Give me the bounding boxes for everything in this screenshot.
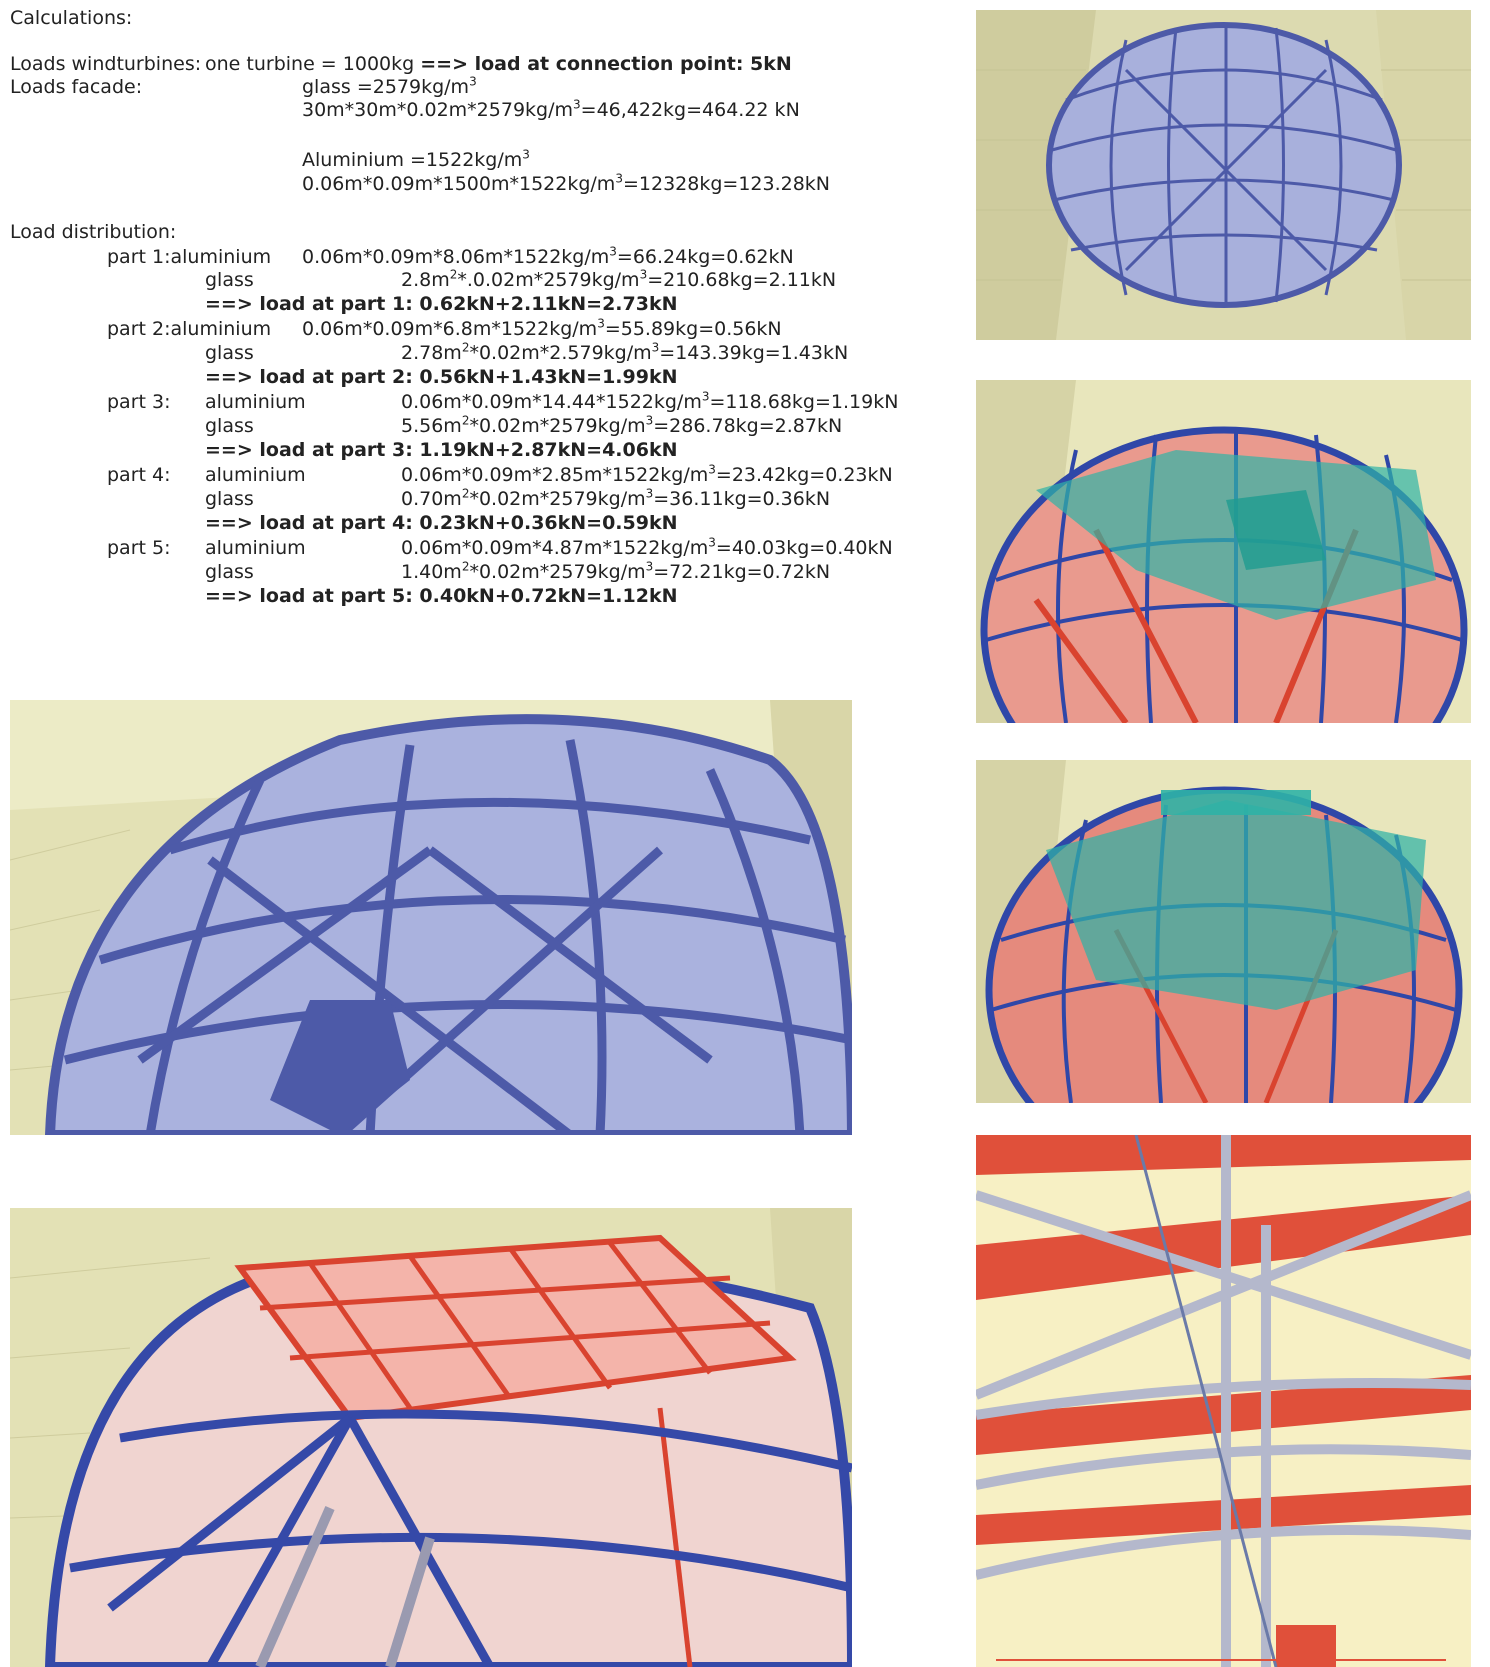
t: *0.02m*2.579kg/m: [469, 342, 652, 364]
t: 2.78m: [401, 342, 462, 364]
t: =286.78kg=2.87kN: [653, 415, 843, 437]
part2-result: ==> load at part 2: 0.56kN+1.43kN=1.99kN: [205, 366, 678, 388]
t: =210.68kg=2.11kN: [647, 269, 837, 291]
sup: 3: [573, 97, 581, 112]
sup: 3: [522, 147, 530, 162]
t: =40.03kg=0.40kN: [715, 537, 893, 559]
glass-calc: [302, 98, 800, 122]
part5-result: ==> load at part 5: 0.40kN+0.72kN=1.12kN: [205, 585, 678, 607]
sup: 2: [461, 486, 470, 501]
sup: 3: [609, 244, 617, 259]
sup: 3: [639, 267, 648, 282]
part3-alu-label: aluminium: [205, 391, 306, 413]
dome-blue-closeup-render: [10, 700, 852, 1135]
facade-label: Loads facade:: [10, 76, 143, 98]
t: 0.70m: [401, 488, 462, 510]
sup: 3: [708, 462, 716, 477]
sup: 3: [615, 171, 623, 186]
part5-label: part 5:: [107, 537, 171, 559]
t: =36.11kg=0.36kN: [653, 488, 831, 510]
glass-calc-b: =46,422kg=464.22 kN: [580, 99, 800, 121]
t: 2.8m: [401, 269, 450, 291]
dome-stress-closeup-render: [10, 1208, 852, 1667]
t: =72.21kg=0.72kN: [653, 561, 831, 583]
glass-calc-a: 30m*30m*0.02m*2579kg/m: [302, 99, 574, 121]
part1-alu: [302, 245, 794, 269]
part4-result: ==> load at part 4: 0.23kN+0.36kN=0.59kN: [205, 512, 678, 534]
sup: 2: [461, 340, 470, 355]
part4-alu: [401, 463, 893, 487]
alu-calc-a: 0.06m*0.09m*1500m*1522kg/m: [302, 173, 616, 195]
t: *.0.02m*2579kg/m: [457, 269, 640, 291]
alu-calc-b: =12328kg=123.28kN: [622, 173, 831, 195]
t: 0.06m*0.09m*2.85m*1522kg/m: [401, 464, 709, 486]
part1-label: part 1:aluminium: [107, 246, 272, 268]
t: 0.06m*0.09m*4.87m*1522kg/m: [401, 537, 709, 559]
t: 0.06m*0.09m*14.44*1522kg/m: [401, 391, 702, 413]
dome-blue-overview-render: [976, 10, 1471, 340]
heading: Calculations:: [10, 7, 133, 29]
part1-result: ==> load at part 1: 0.62kN+2.11kN=2.73kN: [205, 293, 678, 315]
wind-line: [205, 52, 792, 76]
sup: 3: [708, 535, 716, 550]
glass-density: [302, 75, 477, 99]
part3-alu: [401, 390, 898, 414]
wind-text: one turbine = 1000kg: [205, 53, 421, 75]
part2-label: part 2:aluminium: [107, 318, 272, 340]
alu-calc: [302, 172, 830, 196]
wind-result: ==> load at connection point: 5kN: [420, 53, 792, 75]
part1-glass: [401, 268, 836, 292]
glass-density-text: glass =2579kg/m: [302, 76, 470, 98]
sup: 3: [597, 316, 605, 331]
t: *0.02m*2579kg/m: [469, 561, 646, 583]
part2-alu: [302, 317, 782, 341]
distribution-label: Load distribution:: [10, 221, 177, 243]
part4-glass-label: glass: [205, 488, 254, 510]
part3-glass-label: glass: [205, 415, 254, 437]
t: =118.68kg=1.19kN: [709, 391, 899, 413]
t: *0.02m*2579kg/m: [469, 415, 646, 437]
sup: 2: [461, 413, 470, 428]
sup: 3: [645, 413, 654, 428]
sup: 2: [461, 559, 470, 574]
part1-glass-label: glass: [205, 269, 254, 291]
part4-glass: [401, 487, 830, 511]
sup: 3: [651, 340, 660, 355]
t: 0.06m*0.09m*8.06m*1522kg/m: [302, 246, 610, 268]
sup: 3: [469, 74, 477, 89]
dome-stress-render-2: [976, 760, 1471, 1103]
connection-detail-render: [976, 1135, 1471, 1667]
t: 0.06m*0.09m*6.8m*1522kg/m: [302, 318, 598, 340]
part2-glass: [401, 341, 848, 365]
part4-label: part 4:: [107, 464, 171, 486]
part3-glass: [401, 414, 842, 438]
t: =55.89kg=0.56kN: [604, 318, 782, 340]
part5-glass: [401, 560, 830, 584]
t: *0.02m*2579kg/m: [469, 488, 646, 510]
part3-label: part 3:: [107, 391, 171, 413]
wind-label: Loads windturbines:: [10, 53, 202, 75]
part5-glass-label: glass: [205, 561, 254, 583]
alu-density: [302, 148, 530, 172]
sup: 3: [701, 389, 710, 404]
alu-density-text: Aluminium =1522kg/m: [302, 149, 523, 171]
dome-stress-render-1: [976, 380, 1471, 723]
part5-alu: [401, 536, 893, 560]
t: =66.24kg=0.62kN: [616, 246, 794, 268]
t: 1.40m: [401, 561, 462, 583]
t: =23.42kg=0.23kN: [715, 464, 893, 486]
t: =143.39kg=1.43kN: [659, 342, 849, 364]
sup: 3: [645, 559, 654, 574]
part3-result: ==> load at part 3: 1.19kN+2.87kN=4.06kN: [205, 439, 678, 461]
part2-glass-label: glass: [205, 342, 254, 364]
part5-alu-label: aluminium: [205, 537, 306, 559]
sup: 3: [645, 486, 654, 501]
sup: 2: [449, 267, 458, 282]
t: 5.56m: [401, 415, 462, 437]
part4-alu-label: aluminium: [205, 464, 306, 486]
